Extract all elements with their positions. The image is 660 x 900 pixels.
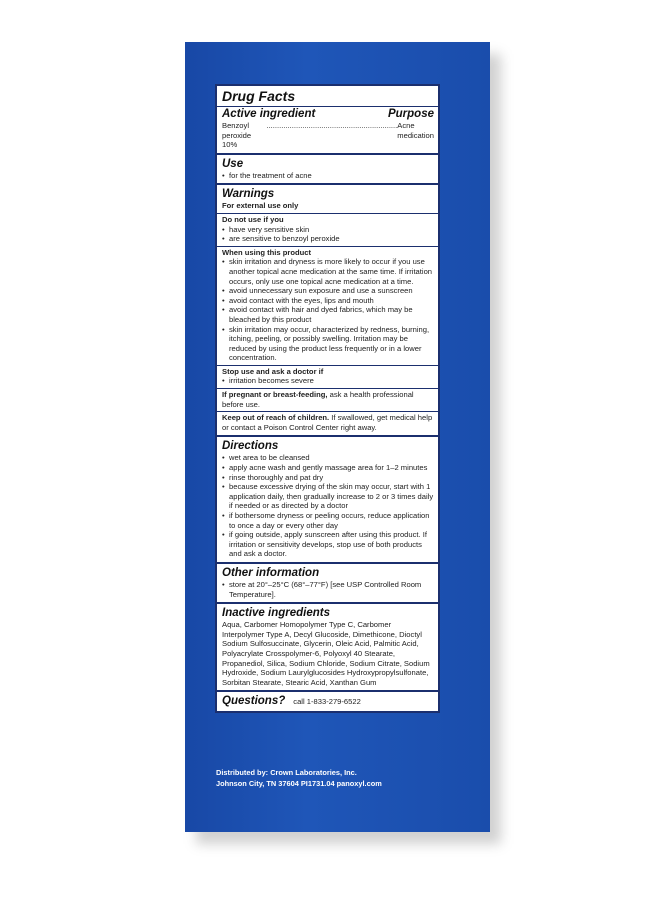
children-text: If swallowed, get medical help or contact a Poison Control Center right away.	[222, 413, 433, 432]
stop-use-block	[217, 365, 438, 386]
do-not-use-block	[217, 213, 438, 244]
distributor-line-2: Johnson City, TN 37604 PI1731.04 panoxyl.com	[216, 778, 382, 788]
children-block	[217, 411, 438, 432]
drug-facts-panel	[215, 84, 440, 713]
list-item: • avoid contact with the eyes, lips and mouth	[222, 296, 434, 306]
leader-dots: ..............................................................	[266, 121, 398, 130]
other-information-section	[217, 562, 438, 602]
distributor-info	[216, 768, 382, 789]
active-ingredient-name: Benzoyl peroxide 10%	[222, 121, 252, 150]
list-item: • irritation becomes severe	[222, 376, 434, 386]
drug-facts-title: Drug Facts	[222, 88, 296, 104]
children-bold: Keep out of reach of children.	[222, 413, 330, 423]
list-item: • avoid contact with hair and dyed fabrics, which may be bleached by this product	[222, 305, 434, 324]
questions-section	[217, 690, 438, 711]
inactive-ingredients-text: Aqua, Carbomer Homopolymer Type C, Carbomer Interpolymer Type A, Decyl Glucoside, Dimethicone, Dioctyl Sodium Sulfosuccinate, Glycerin, Oleic Acid, Palmitic Acid, Polyacrylate Crosspolymer-6, Polyoxyl 40 Stearate, Propanediol, Silica, Sodium Chloride, Sodium Citrate, Sodium Hydroxide, Sodium Laurylglucosides Hydroxypropylsulfonate, Sorbitan Stearate, Stearic Acid, Xanthan Gum	[222, 620, 430, 687]
list-item: • skin irritation may occur, characterized by redness, burning, itching, peeling, or possibly swelling. Irritation may be reduced by using the product less frequently or in a lower concentration.	[222, 325, 434, 363]
directions-section	[217, 435, 438, 562]
pregnant-text: ask a health professional before use.	[222, 390, 414, 409]
use-section	[217, 153, 438, 184]
purpose-value: Acne medication	[397, 121, 434, 140]
list-item: • if bothersome dryness or peeling occurs, reduce application to once a day or every other day	[222, 511, 434, 530]
purpose-heading: Purpose	[387, 108, 434, 120]
distributor-line-1: Distributed by: Crown Laboratories, Inc.	[216, 768, 357, 777]
list-item: • because excessive drying of the skin may occur, start with 1 application daily, then gradually increase to 2 or 3 times daily if needed or as directed by a doctor	[222, 482, 434, 511]
active-ingredient-heading: Active ingredient	[222, 108, 316, 120]
list-item: • are sensitive to benzoyl peroxide	[222, 234, 434, 244]
active-ingredient-row	[222, 121, 434, 150]
list-item: • avoid unnecessary sun exposure and use a sunscreen	[222, 286, 434, 296]
do-not-use-heading: Do not use if you	[222, 214, 284, 224]
when-using-block	[217, 246, 438, 363]
warnings-heading: Warnings	[222, 188, 275, 201]
list-item: • store at 20°–25°C (68°–77°F) [see USP Controlled Room Temperature].	[222, 580, 434, 599]
list-item: • if going outside, apply sunscreen after using this product. If irritation or sensitivity develops, stop use of both products and ask a doctor.	[222, 530, 434, 559]
warnings-section	[217, 183, 438, 435]
active-ingredient-section	[217, 86, 438, 153]
pregnant-bold: If pregnant or breast-feeding,	[222, 390, 328, 400]
directions-heading: Directions	[222, 440, 279, 453]
external-use-text: For external use only	[222, 201, 299, 211]
questions-heading: Questions?	[222, 695, 286, 708]
list-item: • have very sensitive skin	[222, 225, 434, 235]
inactive-ingredients-heading: Inactive ingredients	[222, 607, 331, 620]
other-information-heading: Other information	[222, 566, 320, 579]
stop-use-heading: Stop use and ask a doctor if	[222, 366, 324, 376]
use-list	[222, 171, 434, 181]
pregnant-block	[217, 388, 438, 409]
when-using-heading: When using this product	[222, 247, 312, 257]
list-item: • apply acne wash and gently massage area for 1–2 minutes	[222, 463, 434, 473]
list-item: • for the treatment of acne	[222, 171, 434, 181]
questions-phone: call 1-833-279-6522	[293, 697, 361, 707]
use-heading: Use	[222, 157, 244, 170]
inactive-ingredients-section	[217, 602, 438, 690]
list-item: • skin irritation and dryness is more likely to occur if you use another topical acne medication at the same time. If irritation occurs, only use one topical acne medication at a time.	[222, 257, 434, 286]
list-item: • wet area to be cleansed	[222, 453, 434, 463]
list-item: • rinse thoroughly and pat dry	[222, 473, 434, 483]
